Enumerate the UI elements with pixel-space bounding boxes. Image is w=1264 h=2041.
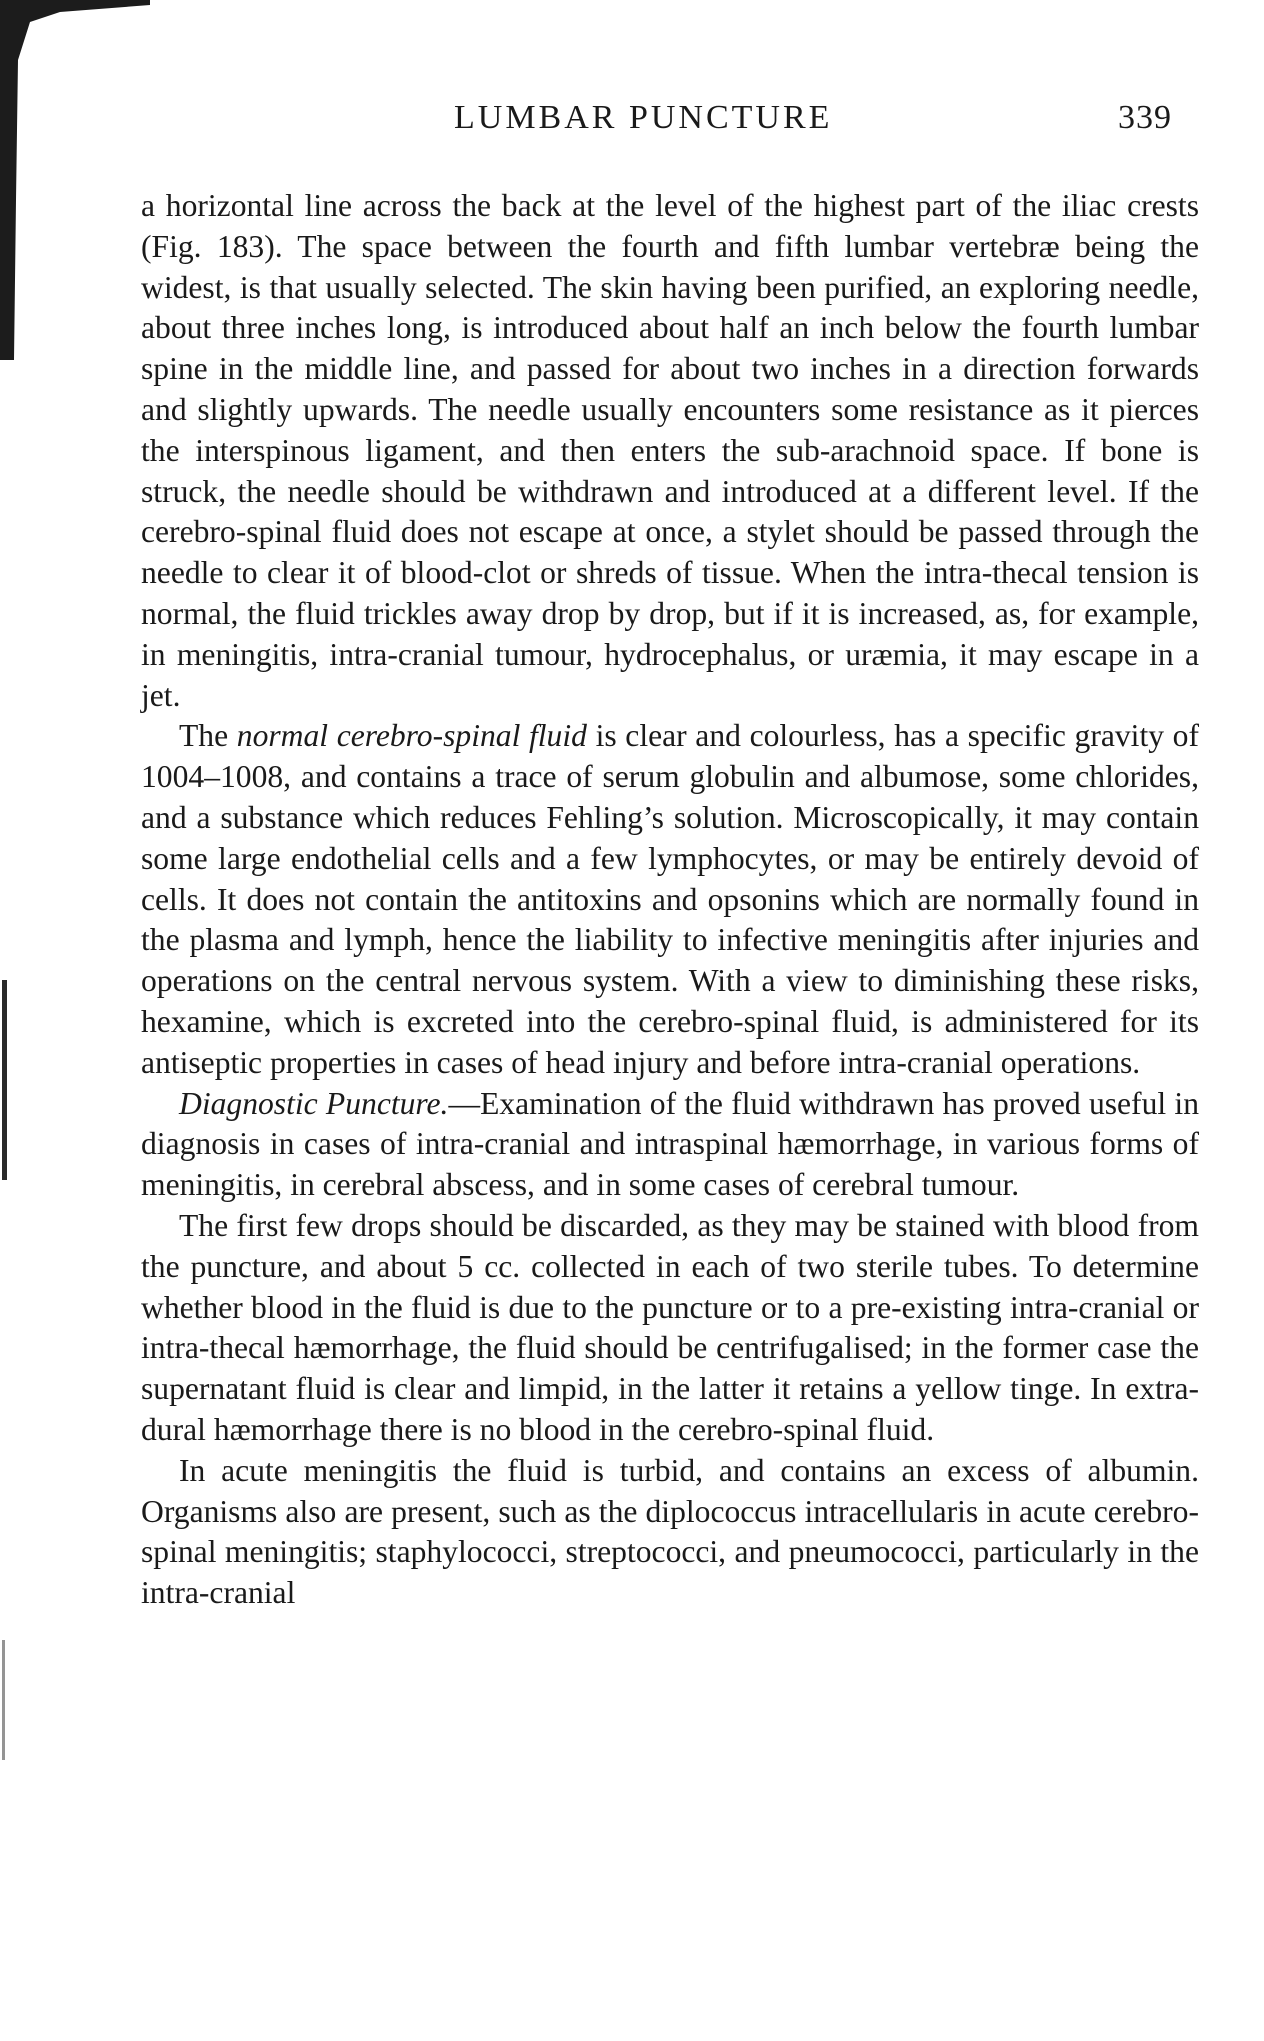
- paragraph-text: a horizontal line across the back at the level of the highest part of the iliac crests (Fig. 183). The space between the fourth and fifth lumbar vertebræ being the widest, is that usually selected. The skin having been purified, an exploring needle, about three inches long, is introduced about half an inch below the fourth lumbar spine in the middle line, and passed for about two inches in a direction forwards and slightly upwards. The needle usually encounters some resistance as it pierces the interspinous ligament, and then enters the sub-arachnoid space. If bone is struck, the needle should be withdrawn and introduced at a different level. If the cerebro-spinal fluid does not escape at once, a stylet should be passed through the needle to clear it of blood-clot or shreds of tissue. When the intra-thecal tension is normal, the fluid trickles away drop by drop, but if it is increased, as, for example, in meningitis, intra-cranial tumour, hydrocephalus, or uræmia, it may escape in a jet.: [141, 188, 1199, 713]
- paragraph: [141, 1206, 1199, 1451]
- page-number: 339: [1118, 99, 1172, 136]
- paragraph-text: The first few drops should be discarded, as they may be stained with blood from the puncture, and about 5 cc. collected in each of two sterile tubes. To determine whether blood in the fluid is due to the puncture or to a pre-existing intra-cranial or intra-thecal hæmorrhage, the fluid should be centrifugalised; in the former case the supernatant fluid is clear and limpid, in the latter it retains a yellow tinge. In extra-dural hæmorrhage there is no blood in the cerebro-spinal fluid.: [141, 1207, 1199, 1447]
- paragraph: [141, 186, 1199, 716]
- body-text: [141, 186, 1199, 1614]
- scan-edge-mark: [2, 980, 7, 1180]
- italic-text: normal cerebro-spinal fluid: [236, 718, 587, 754]
- page-header: [0, 96, 1264, 140]
- running-head: LUMBAR PUNCTURE: [454, 99, 833, 136]
- scan-edge-mark: [2, 1640, 5, 1760]
- italic-text: Diagnostic Puncture.: [179, 1085, 449, 1121]
- paragraph-text: —Examination of the fluid withdrawn has proved useful in diagnosis in cases of intra-cranial and intraspinal hæmorrhage, in various forms of meningitis, in cerebral abscess, and in some cases of cerebral tumour.: [141, 1085, 1200, 1203]
- scan-corner-mark: [0, 0, 150, 360]
- paragraph: [141, 1451, 1199, 1614]
- paragraph-text: The: [179, 718, 237, 754]
- paragraph-text: In acute meningitis the fluid is turbid, and contains an excess of albumin. Organisms also are present, such as the diplococcus intracellularis in acute cerebro-spinal meningitis; staphylococci, streptococci, and pneumococci, particularly in the intra-cranial: [141, 1452, 1199, 1611]
- paragraph-text: is clear and colourless, has a specific gravity of 1004–1008, and contains a trace of serum globulin and albumose, some chlorides, and a substance which reduces Fehling’s solution. Microscopically, it may contain some large endothelial cells and a few lymphocytes, or may be entirely devoid of cells. It does not contain the antitoxins and opsonins which are normally found in the plasma and lymph, hence the liability to infective meningitis after injuries and operations on the central nervous system. With a view to diminishing these risks, hexamine, which is excreted into the cerebro-spinal fluid, is administered for its antiseptic properties in cases of head injury and before intra-cranial operations.: [141, 718, 1199, 1080]
- paragraph: [141, 716, 1199, 1083]
- paragraph: [141, 1084, 1199, 1206]
